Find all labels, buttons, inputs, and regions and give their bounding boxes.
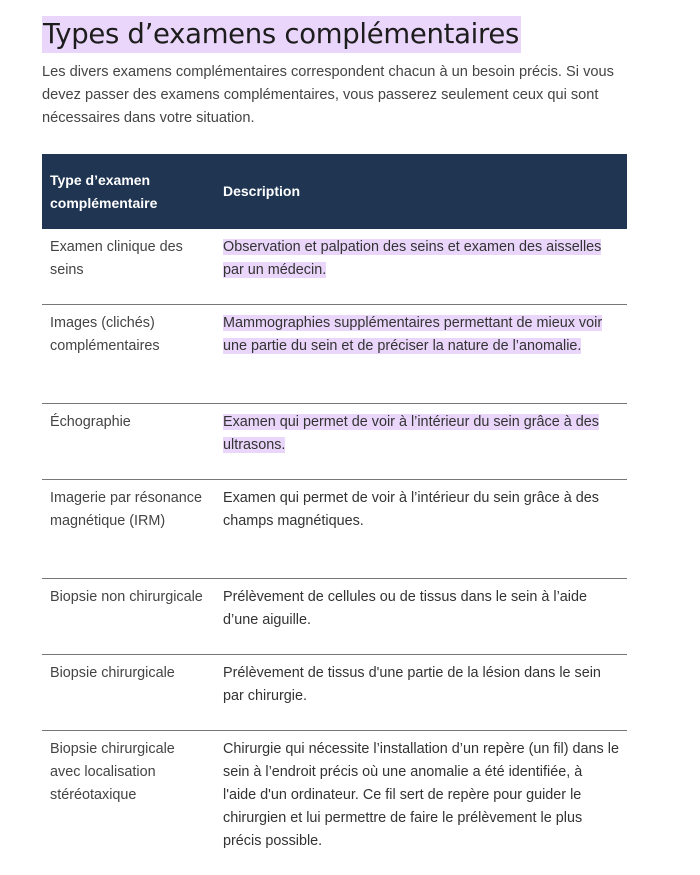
table-row [42,305,627,404]
exam-type-cell: Examen clinique des seins [42,229,215,305]
highlighted-description: Examen qui permet de voir à l’intérieur du sein grâce à des ultrasons. [223,414,599,453]
exam-type-cell: Images (clichés) complémentaires [42,305,215,404]
table-row [42,731,627,875]
exam-description-cell: Chirurgie qui nécessite l’installation d’un repère (un fil) dans le sein à l’endroit précis où une anomalie a été identifiée, à l'aide d'un ordinateur. Ce fil sert de repère pour guider le chirurgien et lui permettre de faire le prélèvement le plus précis possible. [215,731,627,875]
exams-table [42,154,627,875]
highlighted-description: Observation et palpation des seins et examen des aisselles par un médecin. [223,239,601,278]
exam-type-cell: Échographie [42,404,215,480]
table-row [42,480,627,579]
header-description: Description [215,154,627,229]
table-row [42,404,627,480]
title-wrap [42,16,627,56]
table-header-row [42,154,627,229]
exam-type-cell: Biopsie chirurgicale [42,655,215,731]
exam-type-cell: Biopsie non chirurgicale [42,579,215,655]
exam-description-cell: Prélèvement de tissus d'une partie de la lésion dans le sein par chirurgie. [215,655,627,731]
highlighted-description: Mammographies supplémentaires permettant de mieux voir une partie du sein et de préciser la nature de l’anomalie. [223,315,602,354]
table-row [42,655,627,731]
article-content [42,0,627,875]
exam-description-cell: Prélèvement de cellules ou de tissus dans le sein à l’aide d’une aiguille. [215,579,627,655]
exam-description-cell [215,229,627,305]
exam-description-cell [215,305,627,404]
exam-description-cell: Examen qui permet de voir à l’intérieur du sein grâce à des champs magnétiques. [215,480,627,579]
table-row [42,229,627,305]
table-row [42,579,627,655]
exam-type-cell: Imagerie par résonance magnétique (IRM) [42,480,215,579]
intro-paragraph: Les divers examens complémentaires correspondent chacun à un besoin précis. Si vous devez passer des examens complémentaires, vous passerez seulement ceux qui sont nécessaires dans votre situation. [42,61,622,130]
exam-description-cell [215,404,627,480]
header-type: Type d’examen complémentaire [42,154,215,229]
exam-type-cell: Biopsie chirurgicale avec localisation stéréotaxique [42,731,215,875]
page-title: Types d’examens complémentaires [42,16,521,53]
